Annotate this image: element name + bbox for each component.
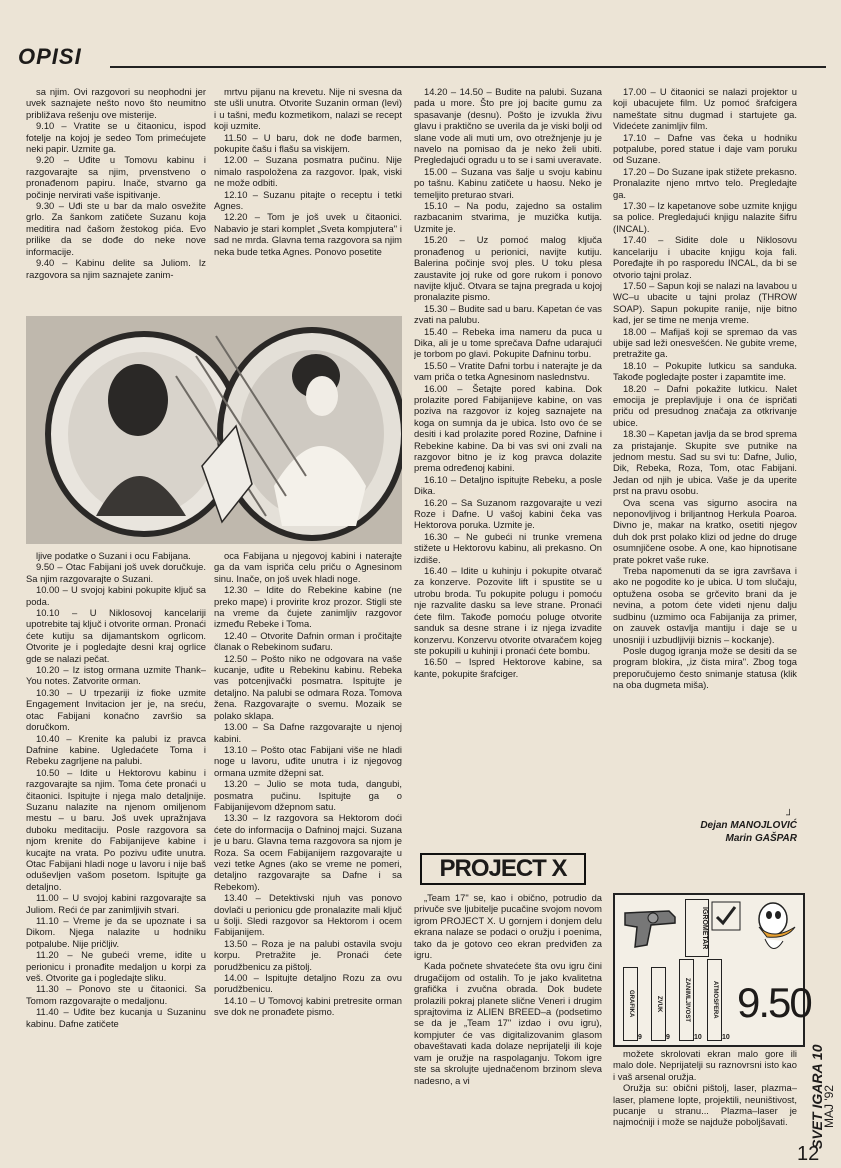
paragraph: 17.00 – U čitaonici se nalazi projektor u koji ubacujete film. Uz pomoć šrafcigera nameštate sitnu dugmad i startujete ga. Videćete zanimljiv film.	[613, 86, 797, 132]
paragraph: 17.30 – Iz kapetanove sobe uzmite knjigu sa police. Pregledajući knjigu nalazite šifru (INCAL).	[613, 200, 797, 234]
category-score-bars	[619, 957, 735, 1041]
paragraph: 14.00 – Ispitujte detaljno Rozu za ovu porudžbenicu.	[214, 972, 402, 995]
paragraph: oca Fabijana u njegovoj kabini i nateraјte ga da vam ispriča celu priču o Agnesinom sinu. Inače, on još uvek hladi noge.	[214, 550, 402, 584]
category-bar: GRAFIKA	[623, 967, 638, 1041]
paragraph: 11.10 – Vreme je da se upoznate i sa Dikom. Njega nalazite u hodniku potpalube. Nije pričljiv.	[26, 915, 206, 949]
column-1-top	[26, 86, 206, 312]
paragraph: 12.50 – Pošto niko ne odgovara na vaše kucanje, uđite u Rebekinu kabinu. Rebeka vas potcenjivački posmatra. Ispitujte je detaljno. Na palubi se odmara Roza. Tomova žena. Razgovarajte o svemu. Mozaik se polako sklapa.	[214, 652, 402, 721]
column-2-bottom	[214, 550, 402, 1148]
paragraph: 12.40 – Otvorite Dafnin orman i pročitajte članak o Rebekinom suđaru.	[214, 629, 402, 653]
category-bar: ATMOSFERA	[707, 959, 722, 1041]
igrometar-label: IGROMETAR	[685, 899, 709, 957]
paragraph: 16.40 – Idite u kuhinju i pokupite otvarač za konzerve. Pozovite lift i spustite se u utrobu broda. Tu pokupite polugu i pomoću nje razvalite dasku sa leve strane. Pronaći ćete film. Takođe pomoću poluge otvorite sanduk sa desne strane i iz njega izvadite konzervu. Konzervu otvorite otvaračem kojeg ste pokupili u kuhinji i pronaći ćete bombu.	[414, 565, 602, 656]
game-screenshot-photo	[26, 316, 402, 544]
paragraph: 15.10 – Na podu, zajedno sa ostalim razbacanim stvarima, je muzička kutija. Uzmite je.	[414, 200, 602, 234]
project-x-header	[416, 849, 796, 885]
pistol-icon	[621, 901, 683, 951]
paragraph: ljive podatke o Suzani i ocu Fabijana.	[36, 550, 191, 561]
category-bar: ZVUK	[651, 967, 666, 1041]
column-4-top	[613, 86, 797, 810]
paragraph: 13.10 – Pošto otac Fabijani više ne hladi noge u lavoru, uđite unutra i iz njegovog ormana uzmite džepni sat.	[214, 743, 402, 778]
magazine-footer	[800, 1040, 840, 1149]
paragraph: 9.30 – Uđi ste u bar da malo osvežite grlo. Za šankom zatičete Suzanu koja meditira nad čašom žestokog pića. Evo prilike da se dođe do neke nove informacije.	[26, 200, 206, 257]
paragraph: 11.20 – Ne gubeći vreme, idite u perionicu i pronađite medaljon u korpi za veš. Otvorite ga i pogledajte sliku.	[26, 949, 206, 984]
paragraph: 9.20 – Uđite u Tomovu kabinu i razgovarajte sa njim, prvenstveno o pronađenom papiru. Inače, stvarno ga počinje nervirati vaše ispitivanje.	[26, 154, 206, 200]
paragraph: 9.10 – Vratite se u čitaonicu, ispod fotelje na kojoj je sedeo Tom primećujete neki papir. Uzmite ga.	[26, 120, 206, 155]
rating-box	[613, 893, 811, 1047]
paragraph: 16.30 – Ne gubeći ni trunke vremena stižete u Hektorovu kabinu, ali prekasno. On izdiše.	[414, 530, 602, 565]
mascot-duck-icon	[747, 897, 799, 959]
paragraph: Oružja su: obični pištolj, laser, plazma–laser, plamene lopte, projektili, neuništivost, pucanje u stranu... Plazma–laser je najmoćniji i može se najduže poboljšavati.	[613, 1082, 797, 1128]
author-1: Dejan MANOJLOVIĆ	[700, 820, 797, 831]
author-2: Marin GAŠPAR	[725, 833, 797, 844]
section-title: OPISI	[18, 44, 82, 69]
column-1-bottom	[26, 550, 206, 1148]
paragraph: 11.30 – Ponovo ste u čitaonici. Sa Tomom razgovarajte o medaljonu.	[26, 983, 206, 1006]
column-3-top	[414, 86, 602, 840]
paragraph: 13.30 – Iz razgovora sa Hektorom doći ćete do informacija o Dafninoj majci. Suzana je u baru. Glavna tema razgovora sa njom je Roza. Sa ocem Fabijanijem razgovarajte u vezi tetke Agnes (ako se vreme ne pomeri, detaljno razgovarajte sa Dafne i sa Rebekom).	[214, 812, 402, 892]
paragraph: 10.10 – U Niklosovoj kancelariji upotrebite taj ključ i otvorite orman. Pronaći ćete kutiju sa dijamantskom ogrlicom. Otvorite je i pogledajte desni kraj ogrlice gde se nalazi pečat.	[26, 607, 206, 664]
checkmark-icon	[711, 901, 741, 931]
paragraph: 17.50 – Sapun koji se nalazi na lavabou u WC–u ubacite u tajni prolaz (THROW SOAP). Sapun pokupite ranije, nije bitno kad, jer se time ne menja vreme.	[613, 279, 797, 326]
category-bar: ZANIMLJIVOST	[679, 959, 694, 1041]
paragraph: 10.50 – Idite u Hektorovu kabinu i razgovarajte sa njim. Toma ćete pronaći u čitaonici. Ispitujte i njega malo detaljnije. Suzanu nalazite na njenom omiljenom mestu – u baru. Još uvek upražnjava duboku meditaciju. Posle razgovora sa njom krenite do Fabijanijeve kabine i kucajte na vrata. Po pozivu uđite unutra. Otac Fabijani hladi noge u lavoru i nije baš oduševljen vašom posetom. Ispitujte ga detaljno.	[26, 766, 206, 892]
paragraph: 13.00 – Sa Dafne razgovarajte u njenoj kabini.	[214, 721, 402, 744]
column-4-bottom	[613, 1048, 797, 1148]
paragraph: možete skrolovati ekran malo gore ili malo dole. Neprijatelji su raznovrsni isto kao i vaš arsenal oružja.	[613, 1048, 797, 1082]
paragraph: 10.00 – U svojoj kabini pokupite ključ sa poda.	[26, 584, 206, 607]
paragraph: 10.40 – Krenite ka palubi iz pravca Dafnine kabine. Ugledaćete Toma i Rebeku zagrljene na palubi.	[26, 732, 206, 767]
paragraph: 13.20 – Julio se mota tuda, dangubi, posmatra pučinu. Ispitujte ga o Fabijanijevom džepnom satu.	[214, 778, 402, 812]
header-rule	[110, 66, 826, 68]
paragraph: 18.20 – Dafni pokažite lutkicu. Nalet emocija je preplavljuje i ona će ispričati priču od presudnog značaja za otkrivanje ubice.	[613, 382, 797, 428]
paragraph: 15.30 – Budite sad u baru. Kapetan će vas zvati na palubu.	[414, 302, 602, 326]
paragraph: 15.50 – Vratite Dafni torbu i nateraјte je da vam priča o tetka Agnesinom naslednstvu.	[414, 359, 602, 383]
page-number: 12	[797, 1143, 820, 1165]
project-x-title: PROJECT X	[420, 853, 586, 885]
overall-score: 9.50	[737, 979, 811, 1026]
paragraph: 11.50 – U baru, dok ne dođe barmen, pokupite čašu i flašu sa viskijem.	[214, 131, 402, 155]
paragraph: 18.00 – Mafijaš koji se spremao da vas ubije sad leži onesvešćen. Ne gubite vreme, pretražite ga.	[613, 325, 797, 360]
issue-date: MAJ '92	[822, 1085, 836, 1128]
paragraph: Kada počnete shvatećete šta ovu igru čini drugačijom od ostalih. To je jako kvalitetna grafička i zvučna obrada. Dok budete prolazili pokraj planete sličnе Veneri i drugim spraјtovima iz ALIEN BREED–a (podsetimo se da je „Team 17" izdao i ovu igru), kompjuter će vas digitalizovanim glasom obaveštavati kada dolaze neprijatelji ili koje vam je oružje na raspolaganju. Tokom igre ste sa skrolujte ujednačenom brzinom sleva nadesno, a vi	[414, 960, 602, 1086]
paragraph: 17.40 – Sidite dole u Niklosovu kancelariju i ubacite knjigu koja fali. Poređajte ih po rasporedu INCAL, da bi se otvorio tajni prolaz.	[613, 234, 797, 280]
column-3-bottom	[414, 892, 602, 1148]
category-score: 10	[722, 1034, 730, 1041]
paragraph: 16.20 – Sa Suzanom razgovarajte u vezi Roze i Dafne. U vašoj kabini čeka vas Hektorova poruka. Uzmite je.	[414, 496, 602, 531]
paragraph: Posle dugog igranja može se desiti da se program blokira, „iz čista mira". Zbog toga preporučujemo često snimanje statusa (klik na oba dugmeta miša).	[613, 644, 797, 691]
paragraph: 15.20 – Uz pomoć malog ključa pronađenog u perionici, navijte kutiju. Balerina počinje svoj ples. U toku plesa zaustavite joj ruke od gore rukom i ponovo navijte ključ. Otvara se tajna pregrada u kojoj pronalazite pismo.	[414, 234, 602, 303]
paragraph: 14.20 – 14.50 – Budite na palubi. Suzana pada u more. Što pre joj bacite gumu za spasavanje (desnu). Pošto je izvukla živu glavu i praktično se uverila da je viski bolji od slane vode ali muti um, ovo otrežnjenje ju je navelo na pomisao da je neko želi ubiti. Pregledajući ogradu u to se i sami uveravate.	[414, 86, 602, 166]
paragraph: 17.20 – Do Suzane ipak stižete prekasno. Pronalazite njeno mrtvo telo. Pregledajte ga.	[613, 165, 797, 200]
section-header	[14, 44, 826, 76]
paragraph: 10.30 – U trpezariji iz fioke uzmite Engagement Invitacion jer je, na sreću, otac Fabijani konačno završio sa doručkom.	[26, 686, 206, 733]
category-score: 9	[666, 1034, 670, 1041]
magazine-name: SVET IGARA 10	[809, 1044, 825, 1149]
paragraph: 18.10 – Pokupite lutkicu sa sanduka. Takođe pogledajte poster i zapamtite ime.	[613, 359, 797, 383]
paragraph: 15.00 – Suzana vas šalje u svoju kabinu po tašnu. Kabinu zatičete u haosu. Neko je temeljito preturao stvari.	[414, 165, 602, 200]
paragraph: 9.40 – Kabinu delite sa Juliom. Iz razgovora sa njim saznajete zanim-	[26, 257, 206, 280]
paragraph: mrtvu pijanu na krevetu. Nije ni svesna da ste ušli unutra. Otvorite Suzanin orman (levi) i u tašni, među kozmetikom, nalazi se recept koji uzmite.	[214, 86, 402, 132]
paragraph: 12.20 – Tom je još uvek u čitaonici. Nabavio je stari komplet „Sveta kompjutera" i sad ne mrda. Glavna tema razgovora sa njim neka bude tetka Agnes. Ponovo posetite	[214, 211, 402, 257]
paragraph: 13.50 – Roza je na palubi ostavila svoju korpu. Pretražite je. Pronaći ćete porudžbenicu za pištolj.	[214, 937, 402, 972]
paragraph: sa njim. Ovi razgovori su neophodni jer uvek saznajete nešto novo što neumitno približava rešenju ove misterije.	[26, 86, 206, 120]
paragraph: 16.10 – Detaljno ispitujte Rebeku, a posle Dika.	[414, 473, 602, 497]
paragraph: Ova scena vas sigurno asocira na neponovljivog i briljantnog Herkula Poaroa. Divno je, makar na kratko, osetiti njegov duh dok prst polako klizi od jedne do druge osumnjičene osobe. A one, kao hipnotisane prate pokret vaše ruke.	[613, 496, 797, 565]
paragraph: Treba napomenuti da se igra završava i ako ne pogodite ko je ubica. U tom slučaju, optužena osoba se grčevito brani da je nevina, a potom ćete videti njenu dalju sudbinu (uzmimo oca Fabijanija za primer, on zauvek ostavlja mantiju i daje se u unosniji i uzbudljiviji biznis – kockanje).	[613, 565, 797, 645]
paragraph: 11.00 – U svojoj kabini razgovarajte sa Juliom. Reći će par zanimljivih stvari.	[26, 892, 206, 915]
paragraph: 18.30 – Kapetan javlja da se brod sprema za pristajanje. Skupite sve putnike na jednom mestu. Sad su svi tu: Dafne, Julio, Dik, Rebeka, Roza, Tom, otac Fabijani. Jedan od njih je ubica. Vaše je da uperite prst na pravu osobu.	[613, 428, 797, 497]
category-score: 9	[638, 1034, 642, 1041]
paragraph: 12.30 – Idite do Rebekine kabine (ne preko mape) i provirite kroz prozor. Stigli ste na vreme da čujete zanimljiv razgovor između Rebeke i Toma.	[214, 584, 402, 630]
paragraph: 13.40 – Detektivski njuh vas ponovo dovlači u perionicu gde pronalazite mali ključ u šolji. Sledi razgovor sa Hektorom i ocem Fabijanijem.	[214, 892, 402, 938]
paragraph: 14.10 – U Tomovoj kabini pretresite orman sve dok ne pronađete pismo.	[214, 994, 402, 1018]
article-end-mark: ┘	[786, 810, 794, 821]
paragraph: 16.00 – Šetajte pored kabina. Dok prolazite pored Fabijanijeve kabine, on vas poziva na razgovor iz kojeg saznajete na koga on sumnja da je ubica. Isto ovo će se desiti i kad prolazite pored Rozine, Dafnine i Rebekine kabine. Da bi vas svi oni zvali na razgovor bitno je iz kog pravca dolazite prema određenoj kabini.	[414, 382, 602, 474]
category-score: 10	[694, 1034, 702, 1041]
paragraph: 15.40 – Rebeka ima nameru da puca u Dika, ali je u tome sprečava Dafne udarajući je torbom po glavi. Pokupite Dafninu torbu.	[414, 325, 602, 360]
paragraph: 11.40 – Uđite bez kucanja u Suzaninu kabinu. Dafne zatičete	[26, 1006, 206, 1029]
paragraph: 12.00 – Suzana posmatra pučinu. Nije nimalo raspoložena za razgovor. Ipak, viski ne može odbiti.	[214, 154, 402, 189]
paragraph: „Team 17" se, kao i obično, potrudio da privuče sve ljubitelje pucačine svojom novom igrom PROJECT X. U gornjem i donjem delu ekrana nalaze se podaci o oružju i poenima, tako da je gotovo ceo ekran predviđen za igru.	[414, 892, 602, 961]
paragraph: 16.50 – Ispred Hektorove kabine, sa kante, pokupite šrafciger.	[414, 656, 602, 679]
paragraph: 10.20 – Iz istog ormana uzmite Thank–You notes. Zatvorite orman.	[26, 664, 206, 687]
column-2-top	[214, 86, 402, 312]
paragraph: 9.50 – Otac Fabijani još uvek doručkuje. Sa njim razgovarajte o Suzani.	[26, 561, 206, 584]
paragraph: 12.10 – Suzanu pitajte o receptu i tetki Agnes.	[214, 188, 402, 212]
paragraph: 17.10 – Dafne vas čeka u hodniku potpalube, pored statue i daje vam poruku od Suzane.	[613, 131, 797, 166]
